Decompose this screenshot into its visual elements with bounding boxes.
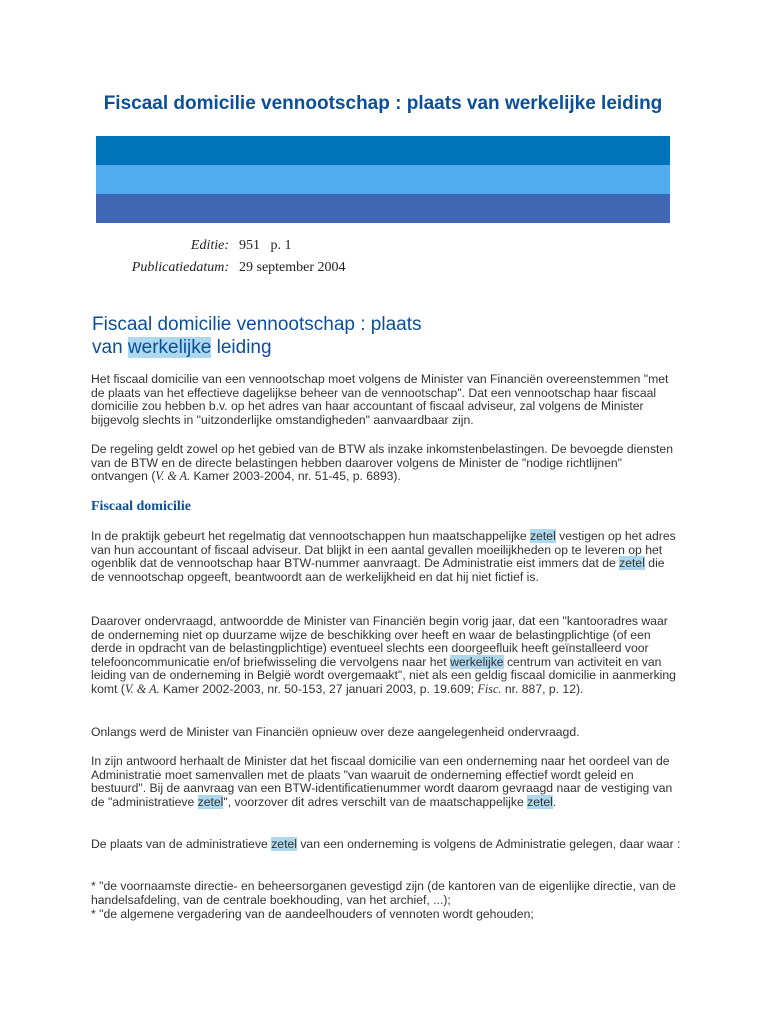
reference-va: V. & A. — [124, 681, 160, 696]
paragraph-7-text: van een onderneming is volgens de Administratie gelegen, daar waar : — [296, 837, 681, 851]
paragraph-3-text: die de vennootschap opgeeft, beantwoordt aan de werkelijkheid en dat hij niet fictief is. — [91, 556, 665, 584]
article-title — [92, 313, 512, 359]
paragraph-7 — [91, 838, 681, 852]
paragraph-2-tail: Kamer 2003-2004, nr. 51-45, p. 6893). — [190, 469, 401, 484]
document-title: Fiscaal domicilie vennootschap : plaats van werkelijke leiding — [103, 93, 663, 114]
search-highlight: werkelijke — [127, 337, 212, 358]
header-band-indigo — [96, 194, 670, 223]
search-highlight: zetel — [530, 529, 556, 543]
article-title-part2: van — [92, 337, 128, 358]
search-highlight: zetel — [619, 556, 645, 571]
article-title-part1: Fiscaal domicilie vennootschap : plaats — [92, 314, 422, 335]
edition-label: Editie: — [190, 238, 229, 253]
edition-value: 951 p. 1 — [239, 238, 292, 253]
paragraph-7-text: De plaats van de administratieve — [91, 837, 272, 851]
search-highlight: zetel — [527, 794, 553, 809]
paragraph-4-text: centrum van activiteit en van leiding van de onderneming in België wordt overgemaakt", niet als een geldig fiscaal domicilie in aanmerking komt ( — [91, 654, 676, 696]
publication-meta — [96, 235, 496, 279]
reference-va: V. & A. — [155, 469, 191, 484]
section-heading: Fiscaal domicilie — [91, 499, 191, 514]
paragraph-1: Het fiscaal domicilie van een vennootschap moet volgens de Minister van Financiën overeenstemmen "met de plaats van het effectieve dagelijkse beheer van de vennootschap". Dat een vennootschap haar fiscaal domicilie zou hebben b.v. op het adres van haar accountant of fiscaal adviseur, zal volgens de Minister bijgevolg slechts in "uitzonderlijke omstandigheden" aanvaardbaar zijn. — [91, 372, 669, 427]
paragraph-3-text: In de praktijk gebeurt het regelmatig dat vennootschappen hun maatschappelijke — [91, 529, 531, 543]
date-value: 29 september 2004 — [239, 260, 346, 275]
paragraph-6-text: . — [552, 794, 557, 809]
search-highlight: zetel — [197, 794, 224, 809]
paragraph-2-text: De regeling geldt zowel op het gebied van de BTW als inzake inkomstenbelastingen. De bevoegde diensten van de BTW en de directe belastingen hebben daarover volgens de Minister de "nodige richtlijnen" ontvangen ( — [91, 442, 673, 484]
search-highlight: werkelijke — [450, 654, 504, 669]
paragraph-4-text: Kamer 2002-2003, nr. 50-153, 27 januari 2003, p. 19.609; — [159, 681, 478, 696]
paragraph-6-text: In zijn antwoord herhaalt de Minister dat het fiscaal domicilie van een onderneming naar het oordeel van de Administratie moet samenvallen met de plaats "van waaruit de onderneming effectief wordt geleid en bestuurd". Bij de aanvraag van een BTW-identificatienummer wordt daarom gevraagd naar de vestiging van de "administratieve — [91, 754, 673, 809]
date-label: Publicatiedatum: — [131, 260, 229, 275]
paragraph-6-text: ", voorzover dit adres verschilt van de maatschappelijke — [223, 794, 528, 809]
list-item: * "de voornaamste directie- en beheersorganen gevestigd zijn (de kantoren van de eigenlijke directie, van de handelsafdeling, van de centrale boekhouding, van het archief, ...); — [91, 879, 676, 907]
reference-fisc: Fisc. — [477, 681, 502, 696]
header-band-dark — [96, 136, 670, 165]
header-band-light — [96, 165, 670, 194]
list-item: * "de algemene vergadering van de aandeelhouders of vennoten wordt gehouden; — [91, 907, 534, 921]
paragraph-2 — [91, 443, 681, 484]
paragraph-4-text: nr. 887, p. 12). — [501, 681, 584, 696]
paragraph-3-text: vestigen op het adres van hun accountant of fiscaal adviseur. Dat blijkt in een aantal gevallen moeilijkheden op te leveren op het ogenblik dat de vennootschap haar BTW-nummer aanvraagt. De Administratie eist immers dat de — [91, 529, 676, 571]
paragraph-3 — [91, 530, 681, 584]
search-highlight: zetel — [271, 837, 297, 851]
date-row — [96, 257, 496, 279]
paragraph-4-text: Daarover ondervraagd, antwoordde de Minister van Financiën begin vorig jaar, dat een "kantooradres waar de onderneming niet op duurzame wijze de beschikking over heeft en waar de belastingplichtige (of een derde in opdracht van de belastingplichtige) eventueel slechts een doorgeefluik heeft geïnstalleerd voor telefooncommunicatie en/of briefwisseling die vervolgens naar het — [91, 614, 668, 669]
paragraph-5: Onlangs werd de Minister van Financiën opnieuw over deze aangelegenheid ondervraagd. — [91, 725, 580, 739]
article-title-part3: leiding — [211, 337, 272, 358]
edition-row — [96, 235, 496, 257]
paragraph-4 — [91, 615, 681, 697]
paragraph-6 — [91, 755, 681, 809]
